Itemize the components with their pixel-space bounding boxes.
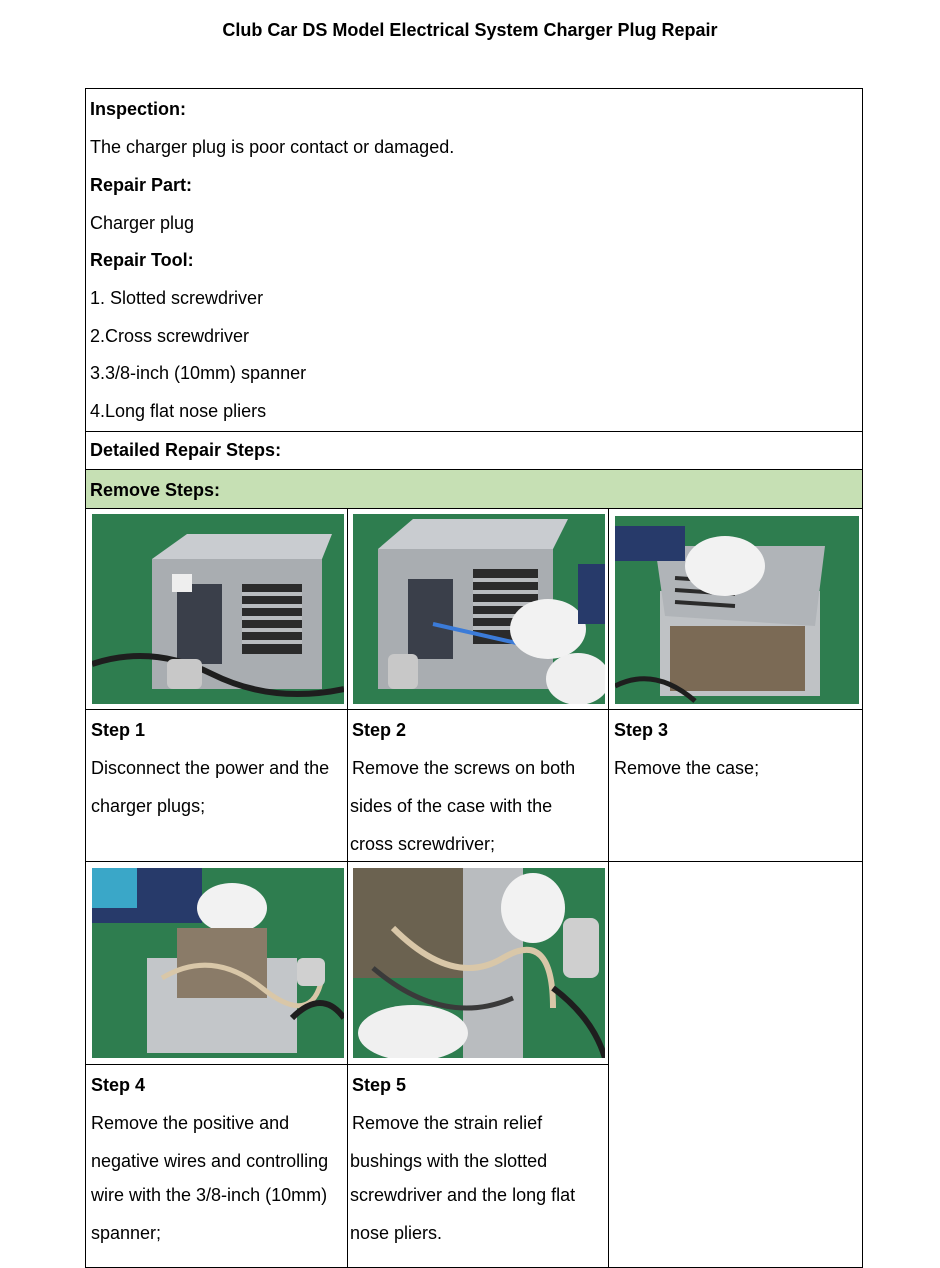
step-3-photo [615,516,859,704]
tool-item: 4.Long flat nose pliers [90,401,267,421]
tool-item: 3.3/8-inch (10mm) spanner [90,363,307,383]
step-4-line: Remove the positive and [91,1113,290,1133]
tool-item: 1. Slotted screwdriver [90,288,264,308]
divider [86,709,862,710]
step-3-title: Step 3 [614,720,669,740]
step-4-line: spanner; [91,1223,162,1243]
column-divider [608,509,609,1267]
step-4-line: wire with the 3/8-inch (10mm) [91,1185,328,1205]
remove-steps-heading: Remove Steps: [90,480,221,500]
step-5-line: bushings with the slotted [350,1151,548,1171]
step-1-title: Step 1 [91,720,146,740]
step-4-photo [92,868,344,1058]
step-5-line: screwdriver and the long flat [350,1185,576,1205]
repair-part-heading: Repair Part: [90,175,193,195]
divider [86,431,862,432]
step-2-line: cross screwdriver; [350,834,496,854]
inspection-text: The charger plug is poor contact or damaged. [90,137,455,157]
divider [86,861,862,862]
document-title: Club Car DS Model Electrical System Charger Plug Repair [222,20,718,40]
step-2-line: Remove the screws on both [352,758,576,778]
step-5-title: Step 5 [352,1075,407,1095]
step-2-title: Step 2 [352,720,407,740]
step-5-line: Remove the strain relief [352,1113,543,1133]
detailed-steps-heading: Detailed Repair Steps: [90,440,282,460]
step-2-photo [353,514,605,704]
step-4-line: negative wires and controlling [91,1151,329,1171]
step-1-line: charger plugs; [91,796,206,816]
repair-tool-heading: Repair Tool: [90,250,194,270]
step-4-title: Step 4 [91,1075,146,1095]
step-5-line: nose pliers. [350,1223,443,1243]
step-5-photo [353,868,605,1058]
repair-table [85,88,863,1268]
step-1-photo [92,514,344,704]
step-1-line: Disconnect the power and the [91,758,330,778]
step-3-line: Remove the case; [614,758,760,778]
column-divider [347,509,348,1267]
inspection-heading: Inspection: [90,99,187,119]
tool-item: 2.Cross screwdriver [90,326,250,346]
step-2-line: sides of the case with the [350,796,553,816]
divider [86,1064,608,1065]
divider [86,508,862,509]
repair-part-text: Charger plug [90,213,195,233]
